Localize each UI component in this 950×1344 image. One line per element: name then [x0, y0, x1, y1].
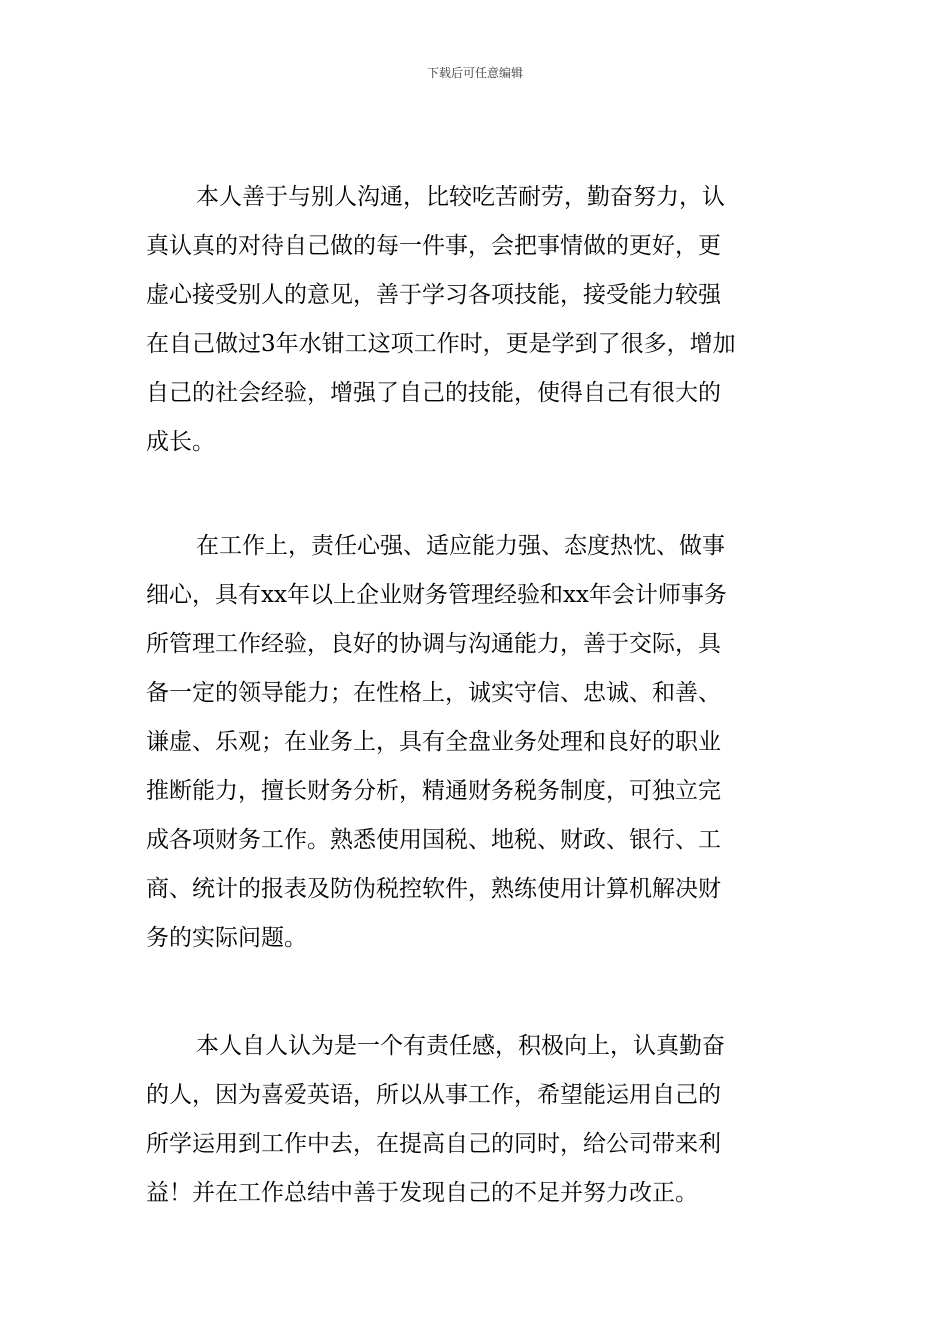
text-line: 务的实际问题。 — [146, 925, 307, 951]
paragraph-1 — [146, 173, 808, 467]
text-line: 虚心接受别人的意见，善于学习各项技能，接受能力较强 — [146, 282, 721, 308]
text-line: 本人善于与别人沟通，比较吃苦耐劳，勤奋努力，认 — [196, 184, 725, 210]
text-line: 所管理工作经验，良好的协调与沟通能力，善于交际，具 — [146, 631, 721, 657]
text-line: 在自己做过3年水钳工这项工作时，更是学到了很多，增加 — [146, 331, 736, 357]
text-line: 益！并在工作总结中善于发现自己的不足并努力改正。 — [146, 1180, 698, 1206]
text-line: 本人自人认为是一个有责任感，积极向上，认真勤奋 — [196, 1033, 725, 1059]
paragraph-2 — [146, 522, 808, 963]
text-line: 商、统计的报表及防伪税控软件，熟练使用计算机解决财 — [146, 876, 721, 902]
text-line: 真认真的对待自己做的每一件事，会把事情做的更好，更 — [146, 233, 721, 259]
text-line: 所学运用到工作中去，在提高自己的同时，给公司带来利 — [146, 1131, 721, 1157]
text-line: 成各项财务工作。熟悉使用国税、地税、财政、银行、工 — [146, 827, 721, 853]
text-line: 的人，因为喜爱英语，所以从事工作，希望能运用自己的 — [146, 1082, 721, 1108]
text-line: 推断能力，擅长财务分析，精通财务税务制度，可独立完 — [146, 778, 721, 804]
text-line: 细心，具有xx年以上企业财务管理经验和xx年会计师事务 — [146, 582, 727, 608]
text-line: 成长。 — [146, 429, 215, 455]
text-line: 在工作上，责任心强、适应能力强、态度热忱、做事 — [196, 533, 725, 559]
text-line: 备一定的领导能力；在性格上，诚实守信、忠诚、和善、 — [146, 680, 721, 706]
text-line: 自己的社会经验，增强了自己的技能，使得自己有很大的 — [146, 380, 721, 406]
header-note: 下载后可任意编辑 — [426, 66, 523, 80]
paragraph-3 — [146, 1022, 808, 1218]
text-line: 谦虚、乐观；在业务上，具有全盘业务处理和良好的职业 — [146, 729, 721, 755]
